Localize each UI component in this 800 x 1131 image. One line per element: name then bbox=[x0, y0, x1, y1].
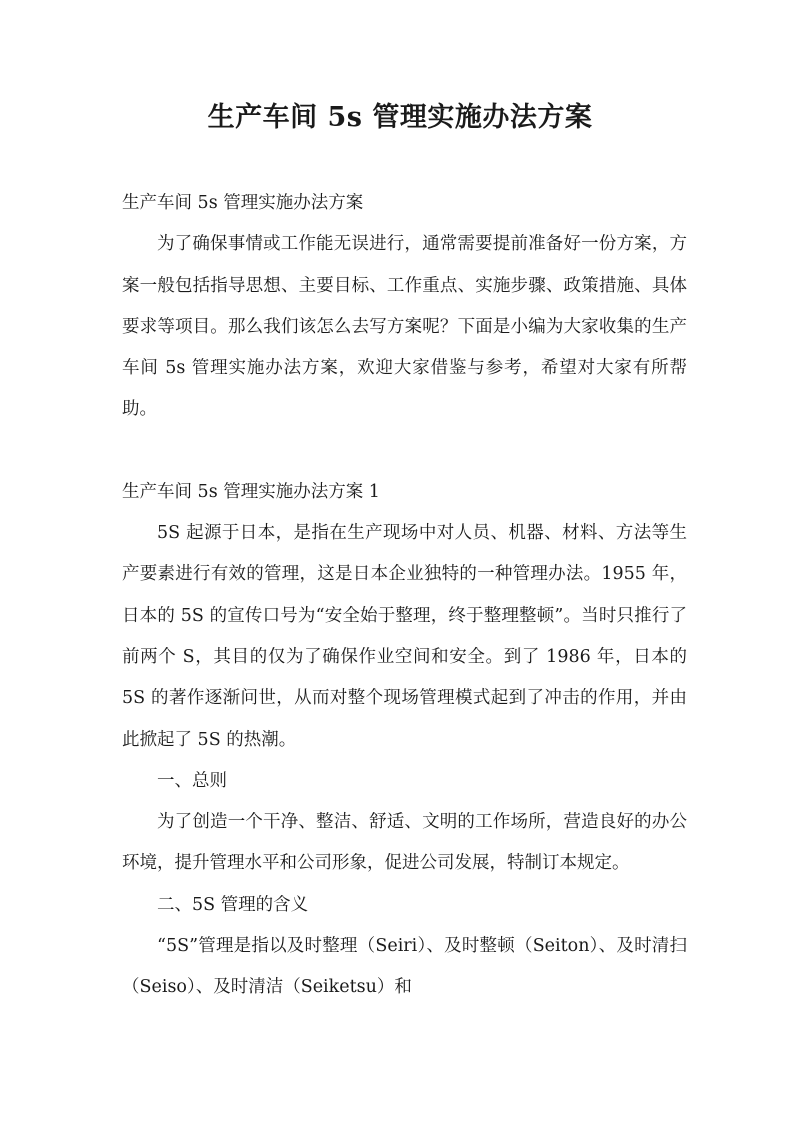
document-title: 生产车间 5s 管理实施办法方案 bbox=[207, 102, 593, 133]
general-paragraph: 为了创造一个干净、整洁、舒适、文明的工作场所，营造良好的办公环境，提升管理水平和公司形象，促进公司发展，特制订本规定。 bbox=[122, 812, 687, 874]
section-1-paragraph: 5S 起源于日本，是指在生产现场中对人员、机器、材料、方法等生产要素进行有效的管理，这是日本企业独特的一种管理办法。1955 年，日本的 5S 的宣传口号为“安全始于整理，终于整理整顿”。当时只推行了前两个 S，其目的仅为了确保作业空间和安全。到了 1986 年，日本的 5S 的著作逐渐问世，从而对整个现场管理模式起到了冲击的作用，并由此掀起了 5S 的热潮。 bbox=[122, 523, 687, 750]
general-heading: 一、总则 bbox=[157, 770, 227, 791]
paragraph-gap bbox=[122, 431, 687, 472]
subtitle: 生产车间 5s 管理实施办法方案 bbox=[122, 193, 364, 213]
meaning-paragraph: “5S”管理是指以及时整理（Seiri）、及时整顿（Seiton）、及时清扫（Seiso）、及时清洁（Seiketsu）和 bbox=[122, 936, 687, 998]
intro-paragraph: 为了确保事情或工作能无误进行，通常需要提前准备好一份方案，方案一般包括指导思想、主要目标、工作重点、实施步骤、政策措施、具体要求等项目。那么我们该怎么去写方案呢？下面是小编为大家收集的生产车间 5s 管理实施办法方案，欢迎大家借鉴与参考，希望对大家有所帮助。 bbox=[122, 234, 687, 420]
document-body bbox=[122, 183, 687, 1009]
section-1-heading: 生产车间 5s 管理实施办法方案 1 bbox=[122, 481, 380, 502]
meaning-heading: 二、5S 管理的含义 bbox=[157, 894, 309, 915]
